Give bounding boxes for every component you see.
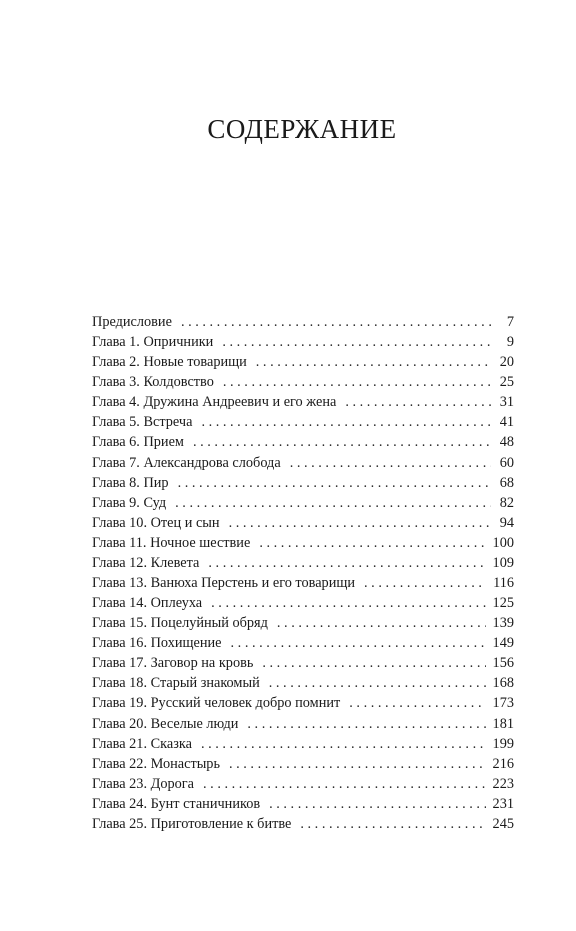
dot-leader (269, 794, 485, 814)
toc-entry-label: Глава 21. Сказка (92, 735, 192, 752)
toc-entry-label: Глава 14. Оплеуха (92, 595, 203, 612)
toc-entry-label: Глава 18. Старый знакомый (92, 675, 260, 692)
toc-entry-page-number: 245 (492, 815, 514, 832)
toc-entry-page-number: 125 (492, 595, 514, 612)
toc-entry (92, 693, 514, 713)
toc-entry (92, 432, 514, 452)
dot-leader (300, 814, 485, 834)
toc-entry (92, 814, 514, 834)
dot-leader (193, 432, 491, 452)
toc-entry (92, 332, 514, 352)
dot-leader (269, 673, 486, 693)
toc-entry-label: Предисловие (92, 314, 172, 330)
toc-entry (92, 372, 514, 392)
toc-entry (92, 714, 514, 734)
toc-entry-page-number: 82 (499, 494, 514, 511)
toc-entry-label: Глава 7. Александрова слобода (92, 454, 281, 471)
dot-leader (262, 653, 485, 673)
toc-entry (92, 573, 514, 593)
toc-entry (92, 613, 514, 633)
toc-entry-page-number: 216 (492, 755, 514, 772)
toc-entry-label: Глава 2. Новые товарищи (92, 354, 247, 371)
dot-leader (208, 553, 485, 573)
toc-entry-page-number: 168 (492, 675, 514, 692)
toc-entry-label: Глава 17. Заговор на кровь (92, 655, 254, 672)
toc-entry (92, 453, 514, 473)
dot-leader (222, 332, 491, 352)
dot-leader (256, 352, 491, 372)
toc-entry-page-number: 48 (499, 434, 514, 451)
toc-entry-label: Глава 24. Бунт станичников (92, 795, 261, 812)
toc-entry-page-number: 149 (492, 635, 514, 652)
toc-entry-label: Глава 19. Русский человек добро помнит (92, 695, 341, 712)
toc-entry (92, 412, 514, 432)
toc-entry-page-number: 60 (499, 454, 514, 471)
dot-leader (211, 593, 485, 613)
toc-entry (92, 392, 514, 412)
toc-entry-page-number: 173 (492, 695, 514, 712)
table-of-contents (92, 312, 514, 834)
dot-leader (345, 392, 491, 412)
toc-entry (92, 473, 514, 493)
dot-leader (259, 533, 485, 553)
dot-leader (229, 754, 486, 774)
toc-entry-label: Глава 8. Пир (92, 474, 169, 491)
toc-entry-label: Глава 13. Ванюха Перстень и его товарищи (92, 575, 356, 592)
toc-entry-label: Глава 6. Прием (92, 434, 184, 451)
toc-entry-page-number: 25 (499, 374, 514, 391)
toc-entry-label: Глава 25. Приготовление к битве (92, 815, 292, 832)
toc-entry (92, 673, 514, 693)
dot-leader (203, 774, 486, 794)
toc-entry-label: Глава 15. Поцелуйный обряд (92, 615, 268, 632)
dot-leader (178, 473, 491, 493)
toc-entry-label: Глава 16. Похищение (92, 635, 222, 652)
dot-leader (290, 453, 491, 473)
toc-entry-page-number: 156 (492, 655, 514, 672)
dot-leader (181, 312, 491, 332)
toc-entry-page-number: 20 (499, 354, 514, 371)
toc-entry-label: Глава 1. Опричники (92, 334, 214, 351)
toc-entry-page-number: 116 (493, 575, 514, 592)
toc-entry-page-number: 181 (492, 715, 514, 732)
toc-entry-page-number: 139 (492, 615, 514, 632)
toc-entry (92, 754, 514, 774)
toc-entry-label: Глава 20. Веселые люди (92, 715, 239, 732)
toc-entry (92, 533, 514, 553)
toc-entry-page-number: 94 (499, 514, 514, 531)
toc-entry-page-number: 9 (506, 334, 514, 351)
dot-leader (349, 693, 485, 713)
toc-entry-page-number: 231 (492, 795, 514, 812)
dot-leader (231, 633, 486, 653)
toc-entry (92, 794, 514, 814)
toc-entry (92, 352, 514, 372)
dot-leader (175, 493, 491, 513)
toc-entry-label: Глава 5. Встреча (92, 414, 193, 431)
toc-entry-page-number: 109 (492, 554, 514, 571)
dot-leader (223, 372, 491, 392)
toc-entry (92, 774, 514, 794)
dot-leader (247, 714, 485, 734)
toc-entry (92, 633, 514, 653)
toc-entry (92, 593, 514, 613)
toc-entry-label: Глава 9. Суд (92, 494, 167, 511)
page-title: СОДЕРЖАНИЕ (207, 114, 397, 144)
dot-leader (364, 573, 486, 593)
toc-entry-label: Глава 12. Клевета (92, 554, 200, 571)
toc-entry-page-number: 7 (506, 314, 514, 330)
toc-entry-label: Глава 22. Монастырь (92, 755, 220, 772)
toc-entry-label: Глава 3. Колдовство (92, 374, 214, 391)
toc-entry-page-number: 41 (499, 414, 514, 431)
dot-leader (229, 513, 491, 533)
toc-entry-page-number: 100 (492, 534, 514, 551)
toc-entry-label: Глава 11. Ночное шествие (92, 534, 251, 551)
toc-entry-page-number: 68 (499, 474, 514, 491)
toc-entry (92, 653, 514, 673)
dot-leader (201, 734, 486, 754)
toc-entry-label: Глава 10. Отец и сын (92, 514, 220, 531)
toc-entry-page-number: 31 (499, 394, 514, 411)
toc-entry (92, 513, 514, 533)
toc-entry (92, 312, 514, 332)
toc-entry-page-number: 223 (492, 775, 514, 792)
toc-entry (92, 493, 514, 513)
toc-entry (92, 734, 514, 754)
toc-entry-label: Глава 4. Дружина Андреевич и его жена (92, 394, 337, 411)
dot-leader (277, 613, 486, 633)
dot-leader (201, 412, 491, 432)
toc-entry (92, 553, 514, 573)
toc-entry-label: Глава 23. Дорога (92, 775, 195, 792)
toc-entry-page-number: 199 (492, 735, 514, 752)
